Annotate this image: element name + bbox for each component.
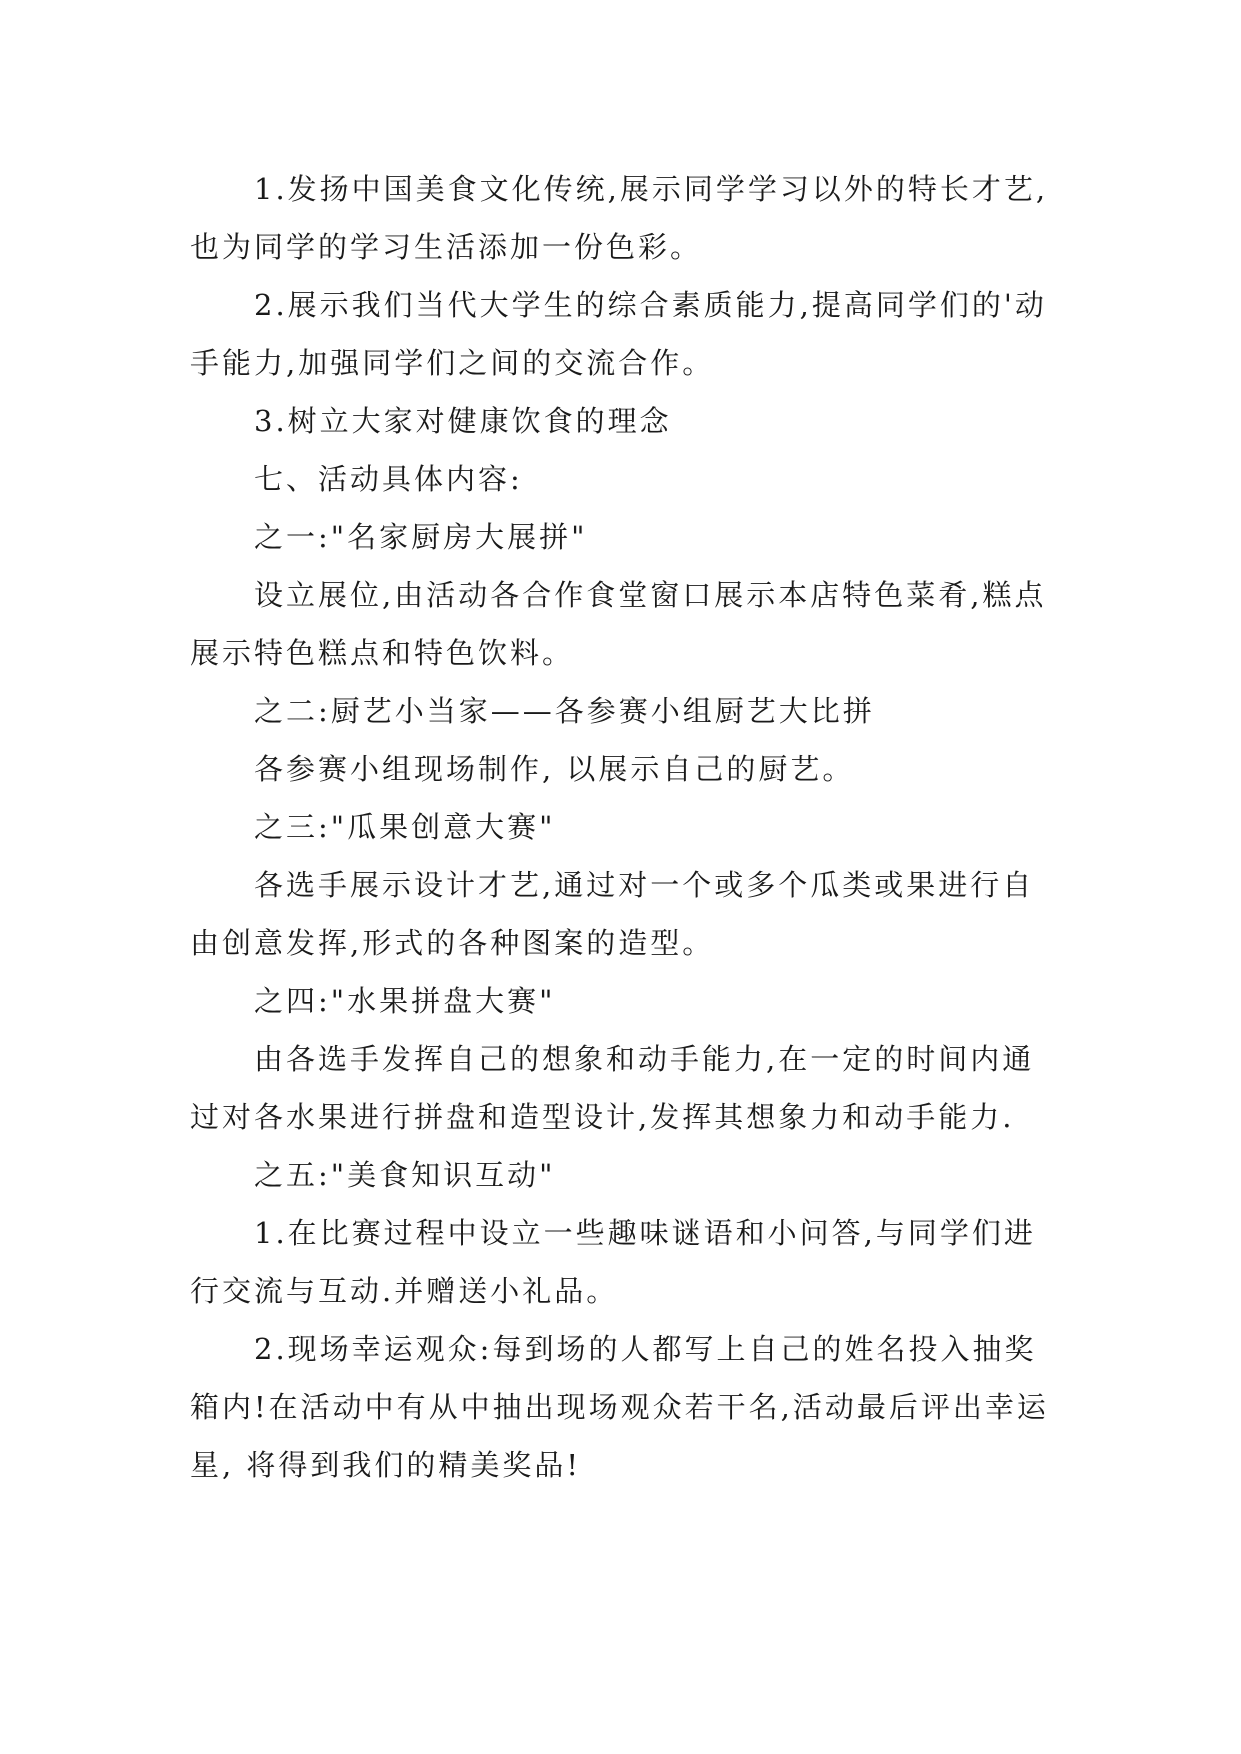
subsection-heading-5: 之五:"美食知识互动": [254, 1158, 556, 1192]
subsection-body-2: 各参赛小组现场制作, 以展示自己的厨艺。: [254, 752, 855, 786]
subsection-heading-4: 之四:"水果拼盘大赛": [254, 984, 556, 1018]
subsection-body-1: 设立展位,由活动各合作食堂窗口展示本店特色菜肴,糕点展示特色糕点和特色饮料。: [190, 578, 1047, 670]
subsection-body-3: 各选手展示设计才艺,通过对一个或多个瓜类或果进行自由创意发挥,形式的各种图案的造型。: [190, 868, 1035, 960]
section-heading-activity-content: 七、活动具体内容:: [254, 462, 523, 496]
subsection-body-5-item-2: 2.现场幸运观众:每到场的人都写上自己的姓名投入抽奖箱内!在活动中有从中抽出现场观众若干名,活动最后评出幸运星, 将得到我们的精美奖品!: [190, 1332, 1049, 1482]
objective-paragraph-1: 1.发扬中国美食文化传统,展示同学学习以外的特长才艺,也为同学的学习生活添加一份色彩。: [190, 172, 1049, 264]
objective-paragraph-3: 3.树立大家对健康饮食的理念: [254, 404, 672, 438]
subsection-heading-3: 之三:"瓜果创意大赛": [254, 810, 556, 844]
subsection-heading-1: 之一:"名家厨房大展拼": [254, 520, 588, 554]
objective-paragraph-2: 2.展示我们当代大学生的综合素质能力,提高同学们的'动手能力,加强同学们之间的交流合作。: [190, 288, 1047, 380]
subsection-heading-2: 之二:厨艺小当家——各参赛小组厨艺大比拼: [254, 694, 875, 728]
document-body: [190, 160, 1050, 1494]
subsection-body-4: 由各选手发挥自己的想象和动手能力,在一定的时间内通过对各水果进行拼盘和造型设计,发挥其想象力和动手能力.: [190, 1042, 1035, 1134]
subsection-body-5-item-1: 1.在比赛过程中设立一些趣味谜语和小问答,与同学们进行交流与互动.并赠送小礼品。: [190, 1216, 1036, 1308]
